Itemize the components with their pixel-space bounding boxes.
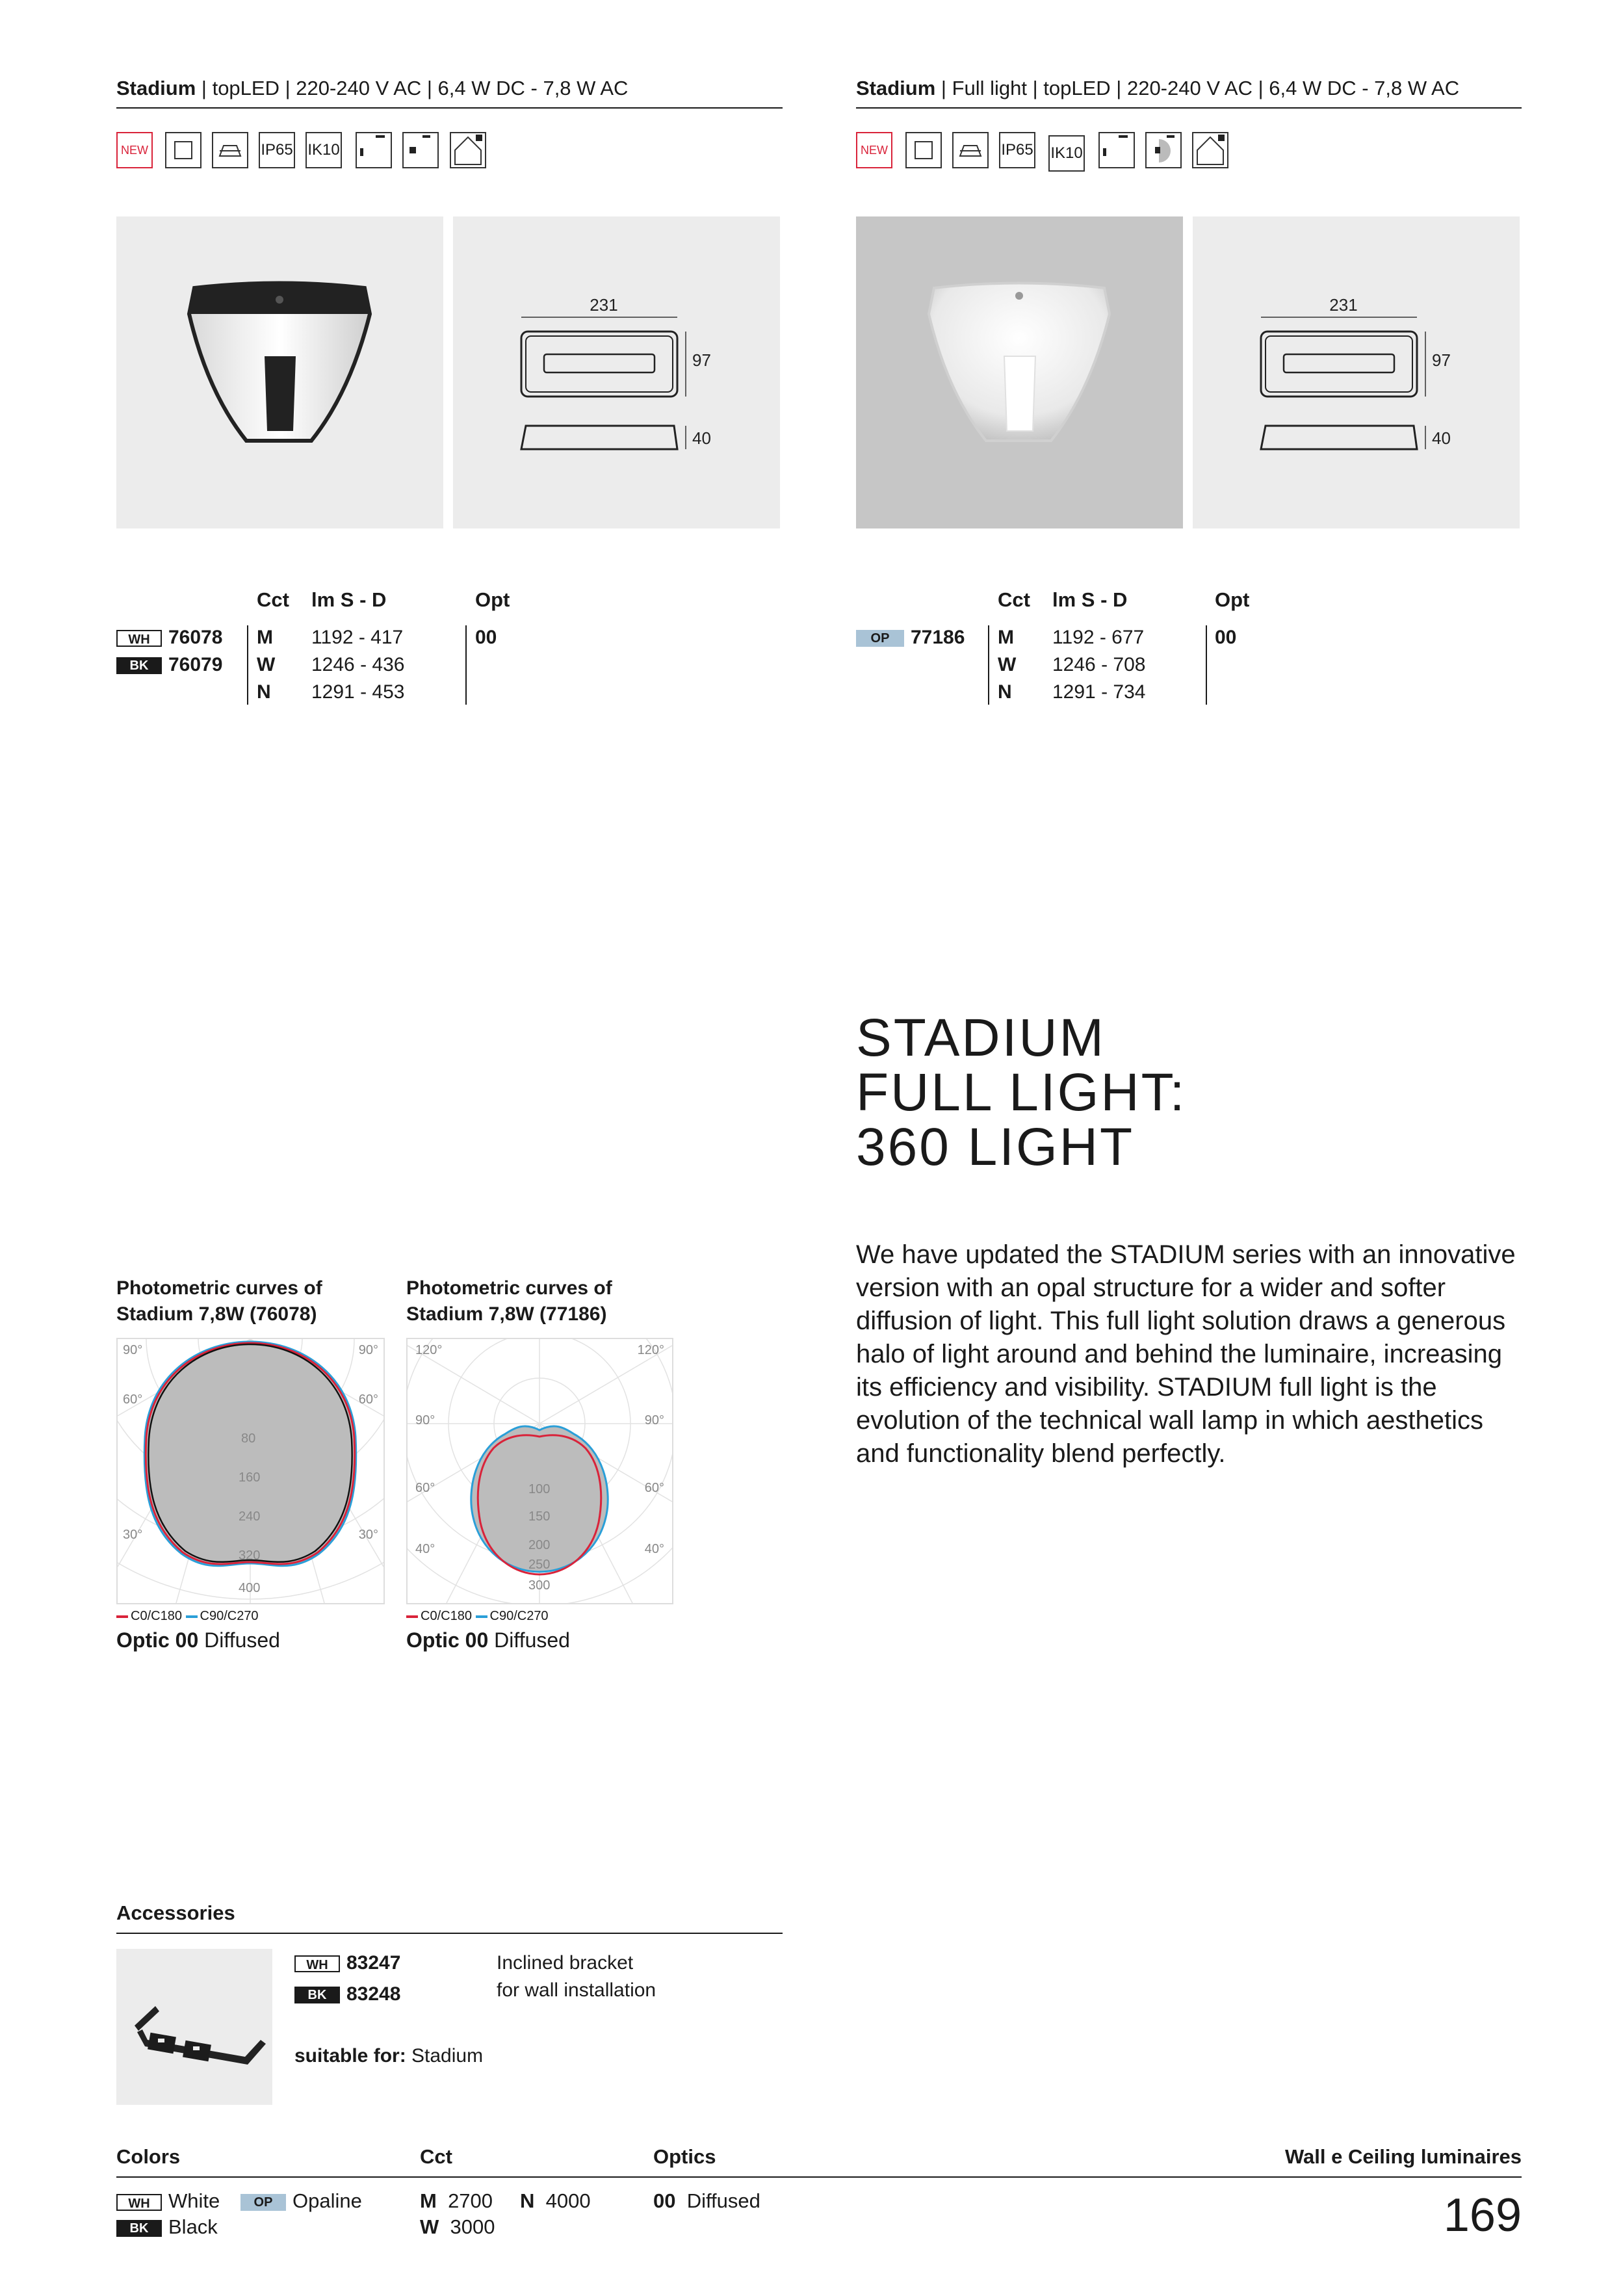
accessories-rule <box>116 1933 783 1934</box>
ceiling-mount-icon <box>952 132 989 168</box>
left-opt-header: Opt <box>475 588 510 611</box>
right-opt-divider <box>1206 625 1207 705</box>
class-ii-icon <box>1098 132 1135 168</box>
ring-label: 160 <box>239 1470 261 1485</box>
footer-colors-title: Colors <box>116 2145 181 2168</box>
right-cct-m: M <box>998 627 1014 648</box>
white-tag: WH <box>116 630 162 647</box>
left-product-name: Stadium <box>116 77 196 99</box>
accessory-suitable-for: suitable for: Stadium <box>294 2045 484 2067</box>
ring-label: 200 <box>528 1538 551 1552</box>
white-tag: WH <box>294 1955 340 1972</box>
footer-cct-w: W 3000 <box>420 2215 495 2238</box>
accessory-code-83247: 83247 <box>346 1952 401 1974</box>
left-header-rule <box>116 107 783 109</box>
feature-title-line2: FULL LIGHT: <box>856 1063 1187 1122</box>
house-outdoor-icon <box>1192 132 1228 168</box>
footer-cct-n: N 4000 <box>520 2189 591 2212</box>
left-opt-value: 00 <box>475 627 497 648</box>
right-cct-header: Cct <box>998 588 1030 611</box>
light-direction-icon <box>402 132 439 168</box>
wall-mount-icon <box>165 132 201 168</box>
angle-label: 40° <box>644 1542 664 1556</box>
left-lm-n: 1291 - 453 <box>311 681 405 703</box>
right-code-77186: 77186 <box>911 627 965 648</box>
left-cct-m: M <box>257 627 273 648</box>
footer-rule <box>116 2176 1522 2178</box>
left-code-row <box>116 624 222 651</box>
angle-label: 60° <box>123 1392 143 1407</box>
photometry-1-optic: Optic 00 Diffused <box>116 1628 280 1652</box>
ring-label: 240 <box>239 1509 261 1524</box>
accessory-description: Inclined bracket for wall installation <box>497 1952 656 2001</box>
right-table-divider <box>988 625 989 705</box>
left-code-76079: 76079 <box>168 654 223 675</box>
black-tag: BK <box>294 1987 340 2003</box>
right-product-specs: | Full light | topLED | 220-240 V AC | 6,4 W DC - 7,8 W AC <box>935 77 1460 99</box>
ring-label: 300 <box>528 1578 551 1593</box>
footer-color-white: WH White <box>116 2188 220 2214</box>
page-number: 169 <box>1443 2189 1522 2241</box>
right-product-photo <box>856 216 1183 528</box>
accessories-title: Accessories <box>116 1901 235 1924</box>
footer-cct-title: Cct <box>420 2145 452 2168</box>
bracket-photo <box>116 1949 272 2105</box>
right-dim-height: 97 <box>1432 350 1451 370</box>
accessory-row <box>294 1981 400 2008</box>
right-dim-width: 231 <box>1329 295 1358 315</box>
left-lm-m: 1192 - 417 <box>311 627 404 648</box>
house-outdoor-icon <box>450 132 486 168</box>
left-cct-n: N <box>257 681 271 703</box>
left-lm-header: lm S - D <box>311 588 387 611</box>
ring-label: 100 <box>528 1482 551 1496</box>
right-product-header <box>856 75 1459 101</box>
left-code-76078: 76078 <box>168 627 223 648</box>
feature-paragraph: We have updated the STADIUM series with an innovative version with an opal structure for a wider and softer diffusion of light. This full light solution draws a generous halo of light around and behind the luminaire, increasing its efficiency and visibility. STADIUM full light is the evolution of the technical wall lamp in which aesthetics and functionality blend perfectly. <box>856 1240 1516 1468</box>
left-opt-divider <box>465 625 467 705</box>
left-code-row <box>116 651 222 679</box>
feature-title <box>856 1008 1187 1177</box>
left-table-divider <box>247 625 248 705</box>
ip65-icon: IP65 <box>259 132 295 168</box>
ring-label: 250 <box>528 1558 551 1572</box>
right-dimension-drawing <box>1193 216 1520 528</box>
angle-label: 120° <box>415 1343 443 1357</box>
right-product-name: Stadium <box>856 77 936 99</box>
footer-category: Wall e Ceiling luminaires <box>1284 2145 1522 2168</box>
angle-label: 90° <box>123 1343 143 1357</box>
left-product-specs: | topLED | 220-240 V AC | 6,4 W DC - 7,8 W AC <box>196 77 629 99</box>
photometry-1-title: Photometric curves of Stadium 7,8W (76078) <box>116 1277 322 1325</box>
footer-optic: 00 Diffused <box>653 2189 760 2212</box>
left-product-photo <box>116 216 443 528</box>
left-lm-w: 1246 - 436 <box>311 654 405 675</box>
class-ii-icon <box>356 132 392 168</box>
left-cct-w: W <box>257 654 276 675</box>
right-lm-header: lm S - D <box>1052 588 1128 611</box>
ip65-icon: IP65 <box>999 132 1035 168</box>
wall-mount-icon <box>905 132 942 168</box>
right-opt-header: Opt <box>1215 588 1250 611</box>
ceiling-mount-icon <box>212 132 248 168</box>
feature-title-line3: 360 LIGHT <box>856 1117 1135 1177</box>
feature-title-line1: STADIUM <box>856 1008 1106 1067</box>
left-dimension-drawing <box>453 216 780 528</box>
angle-label: 60° <box>644 1481 664 1495</box>
photometry-2-optic: Optic 00 Diffused <box>406 1628 570 1652</box>
angle-label: 120° <box>637 1343 664 1357</box>
angle-label: 60° <box>415 1481 435 1495</box>
angle-label: 40° <box>415 1542 435 1556</box>
right-code-row <box>856 624 965 651</box>
right-lm-w: 1246 - 708 <box>1052 654 1146 675</box>
footer-color-black: BK Black <box>116 2214 218 2240</box>
right-opt-value: 00 <box>1215 627 1237 648</box>
photometric-chart-2 <box>406 1338 673 1604</box>
left-dim-depth: 40 <box>692 428 711 448</box>
photometric-chart-1 <box>116 1338 385 1604</box>
accessory-row <box>294 1950 400 1977</box>
angle-label: 30° <box>358 1528 378 1542</box>
angle-label: 30° <box>123 1528 143 1542</box>
ring-label: 320 <box>239 1548 261 1563</box>
right-dim-depth: 40 <box>1432 428 1451 448</box>
photometry-1-legend: C0/C180 C90/C270 <box>116 1609 259 1624</box>
left-product-header <box>116 75 628 101</box>
right-header-rule <box>856 107 1522 109</box>
right-lm-n: 1291 - 734 <box>1052 681 1146 703</box>
ik10-icon: IK10 <box>1048 135 1085 172</box>
opaline-tag: OP <box>856 630 904 647</box>
ring-label: 80 <box>241 1431 256 1446</box>
left-dim-width: 231 <box>590 295 618 315</box>
full-light-direction-icon <box>1145 132 1182 168</box>
photometry-2-title: Photometric curves of Stadium 7,8W (77186) <box>406 1277 612 1325</box>
ring-label: 150 <box>528 1509 551 1524</box>
black-tag: BK <box>116 657 162 674</box>
right-lm-m: 1192 - 677 <box>1052 627 1145 648</box>
angle-label: 60° <box>358 1392 378 1407</box>
new-badge-icon: NEW <box>116 132 153 168</box>
accessory-code-83248: 83248 <box>346 1983 401 2005</box>
ring-label: 400 <box>239 1581 261 1595</box>
left-dim-height: 97 <box>692 350 711 370</box>
angle-label: 90° <box>644 1413 664 1428</box>
angle-label: 90° <box>358 1343 378 1357</box>
new-badge-icon: NEW <box>856 132 892 168</box>
angle-label: 90° <box>415 1413 435 1428</box>
footer-color-opaline: OP Opaline <box>240 2188 362 2214</box>
right-cct-w: W <box>998 654 1017 675</box>
ik10-icon: IK10 <box>305 132 342 168</box>
footer-optics-title: Optics <box>653 2145 716 2168</box>
footer-cct-m: M 2700 <box>420 2189 493 2212</box>
right-cct-n: N <box>998 681 1012 703</box>
left-cct-header: Cct <box>257 588 289 611</box>
photometry-2-legend: C0/C180 C90/C270 <box>406 1609 549 1624</box>
